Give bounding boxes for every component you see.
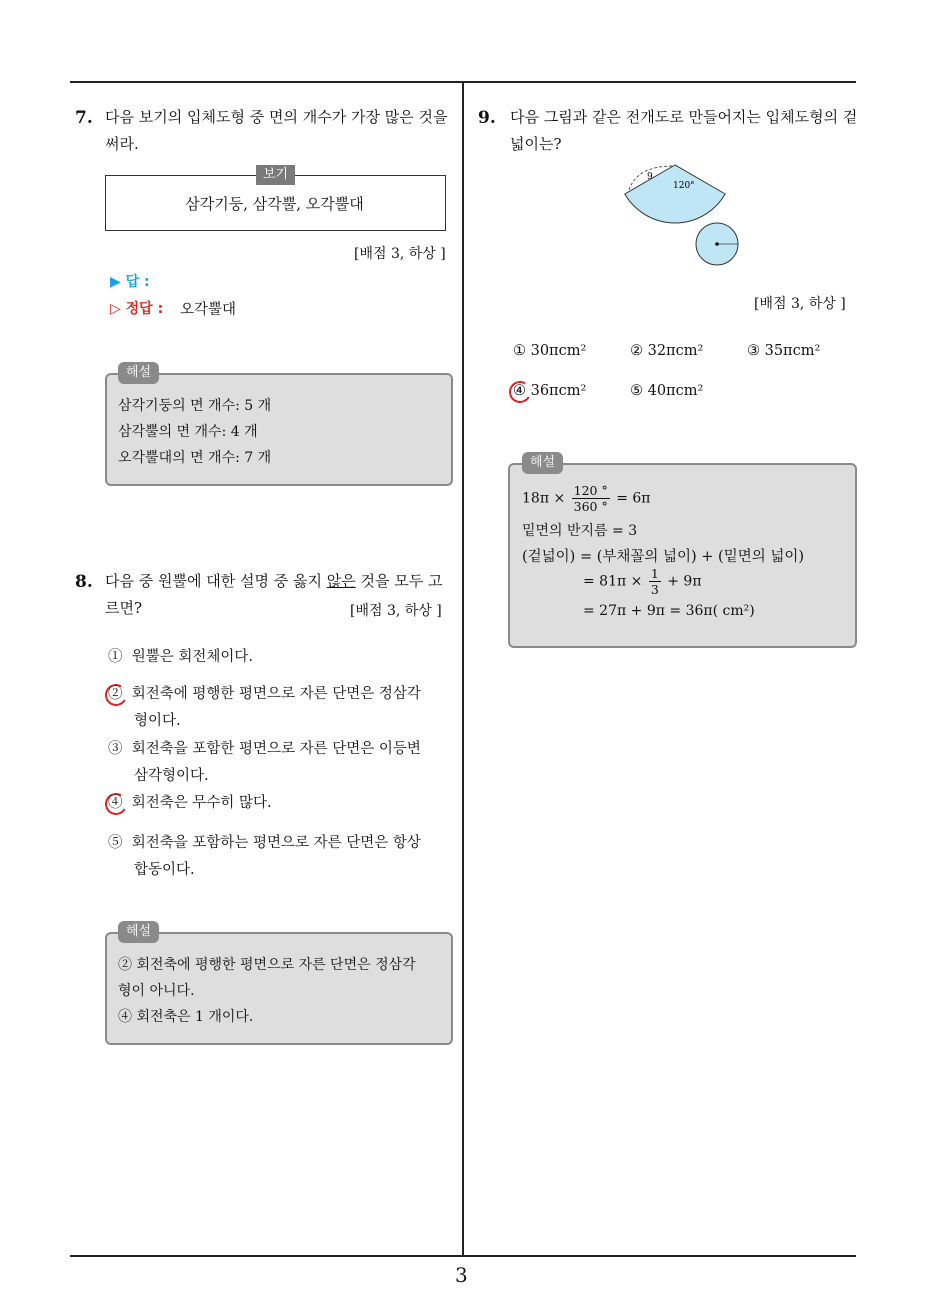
q7-correct-label: ▷ 정답 : (110, 301, 164, 317)
q9-frac-num: 120 ° (573, 483, 608, 498)
page-number: 3 (455, 1263, 468, 1287)
q8-option-4 (108, 790, 272, 817)
q8-option-3 (108, 736, 421, 763)
q9-option-4: ④ 36πcm² (513, 383, 587, 399)
q9-exp-line-2: 밑면의 반지름 = 3 (522, 523, 638, 539)
q8-text-part: 다음 중 원뿔에 대한 설명 중 옳지 (105, 572, 327, 590)
q9-exp-line-4 (583, 566, 702, 597)
q8-option-2-cont: 형이다. (134, 713, 181, 729)
q8-option-mark: ① (108, 649, 123, 665)
q8-score: [배점 3, 하상 ] (350, 603, 442, 619)
label-angle: 120° (673, 181, 695, 191)
q8-option-mark: ④ (108, 795, 123, 811)
q8-option-5 (108, 830, 421, 857)
q8-option-text: 회전축을 포함하는 평면으로 자른 단면은 항상 (131, 835, 421, 851)
q7-score: [배점 3, 하상 ] (354, 246, 446, 262)
q8-underlined-word: 않은 (326, 572, 356, 590)
q8-explanation-line: ④ 회전축은 1 개이다. (118, 1009, 254, 1025)
label-nine: 9 (647, 172, 653, 182)
q9-frac-den: 3 (650, 582, 659, 597)
q7-explanation-tag: 해설 (118, 362, 159, 384)
q7-text-line1: 다음 보기의 입체도형 중 면의 개수가 가장 많은 것을 (105, 108, 448, 126)
q8-option-text: 회전축을 포함한 평면으로 자른 단면은 이등변 (131, 741, 421, 757)
q9-exp-line-1 (522, 483, 651, 514)
q9-text-line2: 넓이는? (510, 135, 562, 153)
q8-explanation-line: 형이 아니다. (118, 983, 195, 999)
q9-net-figure (615, 160, 755, 270)
q9-text-line1: 다음 그림과 같은 전개도로 만들어지는 입체도형의 겉 (510, 108, 858, 126)
q8-option-text: 원뿔은 회전체이다. (131, 649, 253, 665)
center-dot (715, 242, 719, 246)
q9-option-5: ⑤ 40πcm² (630, 383, 704, 399)
q8-option-mark: ⑤ (108, 835, 123, 851)
q9-score: [배점 3, 하상 ] (754, 296, 846, 312)
q9-option-3: ③ 35πcm² (747, 343, 821, 359)
q7-bogi-content: 삼각기둥, 삼각뿔, 오각뿔대 (185, 195, 364, 213)
q8-option-1 (108, 644, 253, 671)
q8-option-5-cont: 합동이다. (134, 862, 195, 878)
bottom-rule (70, 1255, 856, 1257)
q9-exp-text: = 81π × (583, 573, 643, 590)
q8-text-line1 (105, 568, 443, 595)
q9-frac-den: 360 ° (573, 499, 608, 514)
q9-option-2: ② 32πcm² (630, 343, 704, 359)
q8-option-3-cont: 삼각형이다. (134, 768, 209, 784)
q9-exp-text: = 6π (616, 490, 651, 507)
q8-explanation-tag: 해설 (118, 921, 159, 943)
q8-number: 8. (75, 572, 93, 592)
q9-explanation-tag: 해설 (522, 452, 563, 474)
q7-bogi-label: 보기 (256, 165, 295, 185)
q7-answer-label: ▶ 답 : (110, 274, 150, 290)
column-divider (462, 81, 464, 1256)
q8-option-2 (108, 681, 421, 708)
q9-option-1: ① 30πcm² (513, 343, 587, 359)
q8-option-mark: ③ (108, 741, 123, 757)
q9-exp-text: 18π × (522, 490, 566, 507)
q8-option-text: 회전축은 무수히 많다. (131, 795, 272, 811)
q8-text-part: 것을 모두 고 (355, 572, 443, 590)
q7-number: 7. (75, 108, 93, 128)
q8-text-line2: 르면? (105, 599, 143, 617)
q9-exp-line-5: = 27π + 9π = 36π( cm²) (583, 603, 755, 619)
q8-option-mark: ② (108, 686, 123, 702)
q9-exp-text: + 9π (667, 573, 702, 590)
q8-option-text: 회전축에 평행한 평면으로 자른 단면은 정삼각 (131, 686, 421, 702)
q7-explanation-line: 삼각기둥의 면 개수: 5 개 (118, 398, 272, 414)
q8-explanation-line: ② 회전축에 평행한 평면으로 자른 단면은 정삼각 (118, 957, 416, 973)
q7-explanation-line: 삼각뿔의 면 개수: 4 개 (118, 424, 258, 440)
q9-fraction (572, 483, 610, 514)
q9-fraction (649, 566, 661, 597)
q7-explanation-line: 오각뿔대의 면 개수: 7 개 (118, 450, 272, 466)
q9-number: 9. (478, 108, 496, 128)
sector-shape (625, 165, 725, 223)
q7-correct-value: 오각뿔대 (180, 302, 237, 318)
q9-exp-line-3: (겉넓이) = (부채꼴의 넓이) + (밑면의 넓이) (522, 549, 804, 565)
q9-frac-num: 1 (650, 566, 659, 581)
q7-text-line2: 써라. (105, 135, 139, 153)
